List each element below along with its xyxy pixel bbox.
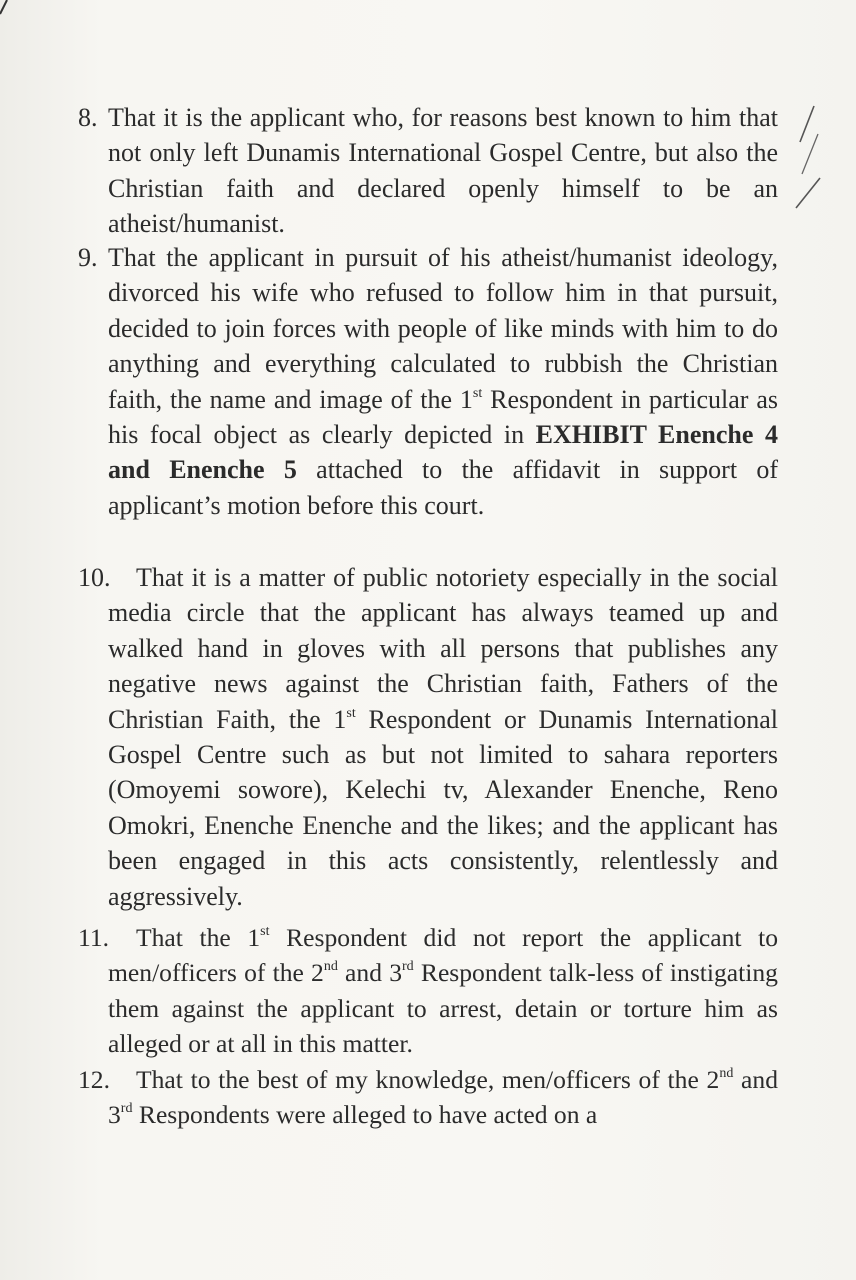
paragraph-text: That it is a matter of public notoriety especially in the social media circle that the applicant has always teamed up and walked hand in gloves with all persons that publishes any negative news against the Christian faith, Fathers of the Christian Faith, the 1st Respondent or Dunamis International Gospel Centre such as but not limited to sahara reporters (Omoyemi sowore), Kelechi tv, Alexander Enenche, Reno Omokri, Enenche Enenche and the likes; and the applicant has been engaged in this acts consistently, relentlessly and aggressively. <box>108 563 778 911</box>
paragraph-9 <box>78 240 778 523</box>
paragraph-text: That it is the applicant who, for reasons best known to him that not only left Dunamis International Gospel Centre, but also the Christian faith and declared openly himself to be an atheist/humanist. <box>108 103 778 239</box>
paragraph-number: 9. <box>78 243 98 272</box>
paragraph-12 <box>78 1062 778 1133</box>
paragraph-number: 11. <box>78 923 110 952</box>
exhibit-reference: EXHIBIT Enenche 4 and Enenche 5 <box>108 420 778 485</box>
paragraph-8 <box>78 100 778 242</box>
paragraph-number: 10. <box>78 563 111 592</box>
corner-pen-mark <box>0 0 20 20</box>
paragraph-text: That the 1st Respondent did not report the applicant to men/officers of the 2nd and 3rd Respondent talk-less of instigating them against the applicant to arrest, detain or torture him as alleged or at all in this matter. <box>108 923 778 1059</box>
margin-pen-mark <box>792 104 832 214</box>
paragraph-number: 8. <box>78 103 98 132</box>
paragraph-number: 12. <box>78 1065 110 1094</box>
paragraph-text: That to the best of my knowledge, men/officers of the 2nd and 3rd Respondents were alleged to have acted on a <box>108 1065 779 1130</box>
paragraph-10 <box>78 560 778 914</box>
paragraph-text: That the applicant in pursuit of his atheist/humanist ideology, divorced his wife who refused to follow him in that pursuit, decided to join forces with people of like minds with him to do anything and everything calculated to rubbish the Christian faith, the name and image of the 1st Respondent in particular as his focal object as clearly depicted in EXHIBIT Enenche 4 and Enenche 5 attached to the affidavit in support of applicant’s motion before this court. <box>108 243 778 520</box>
paragraph-11 <box>78 920 778 1062</box>
